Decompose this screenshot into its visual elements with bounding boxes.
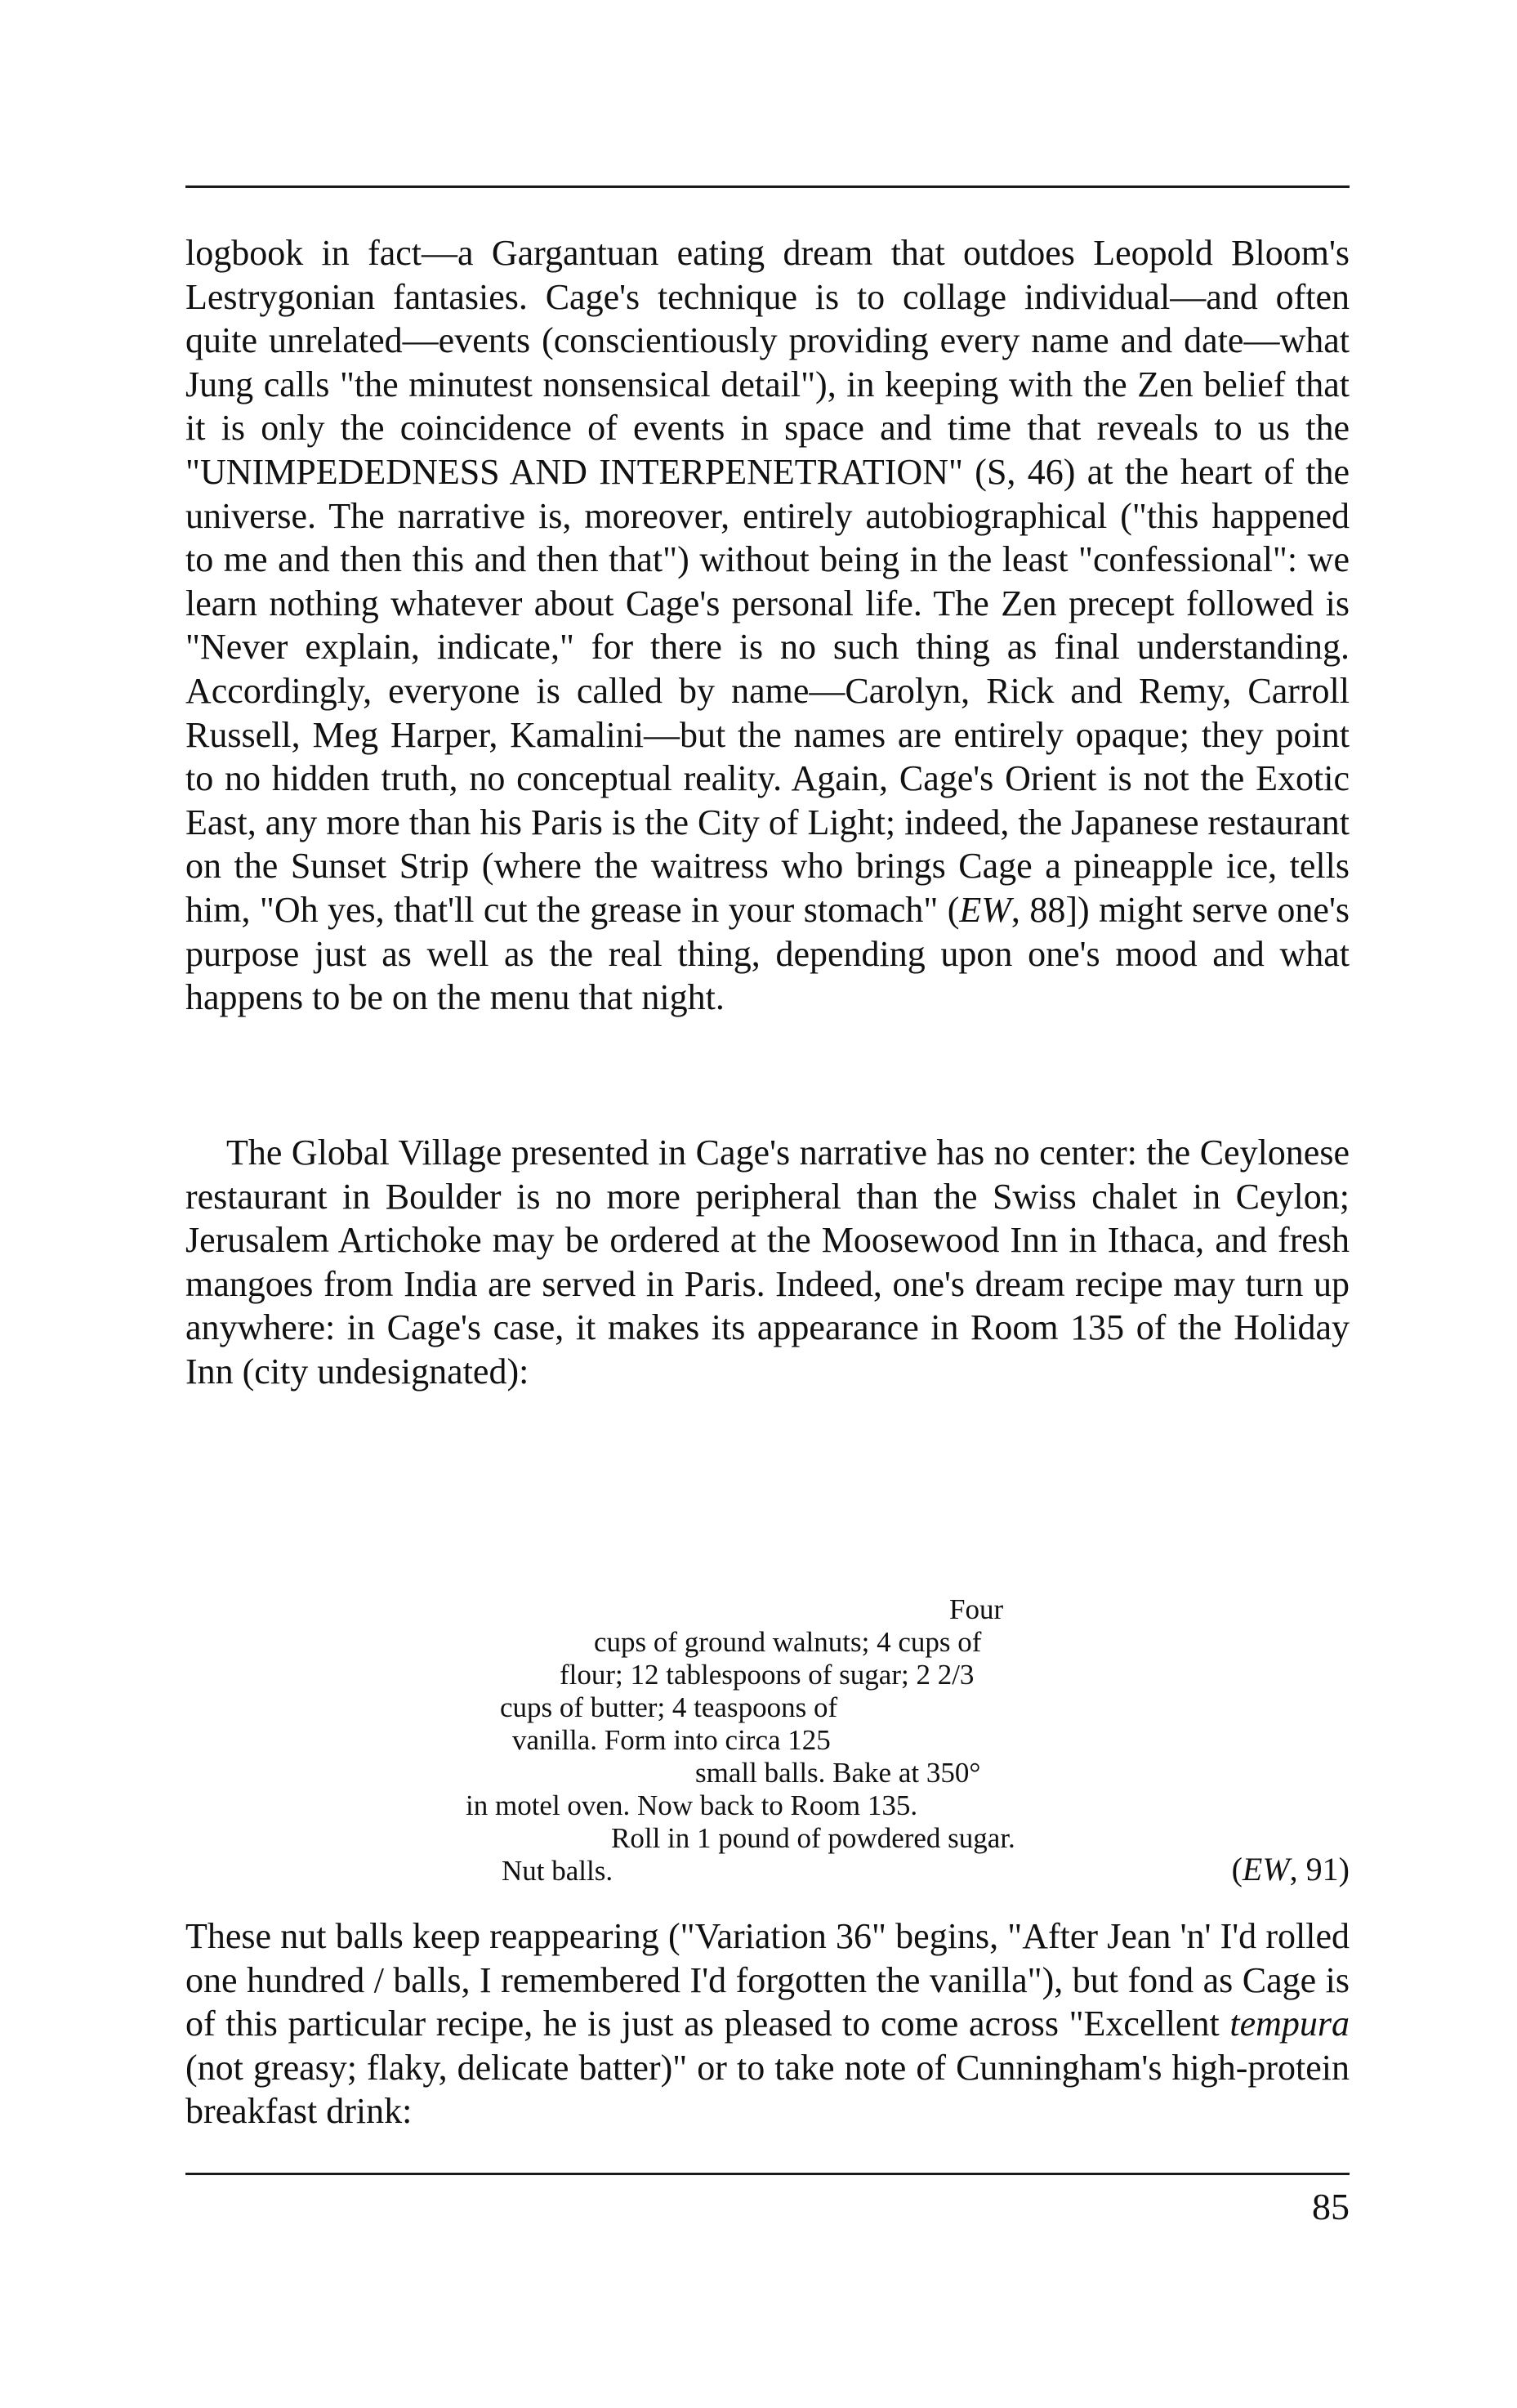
paragraph-3-italic-tempura: tempura [1229,2004,1350,2044]
poem-line: in motel oven. Now back to Room 135. [466,1789,918,1821]
page-number: 85 [1312,2186,1350,2227]
poem-line: Nut balls. [502,1855,613,1887]
poem-line: Roll in 1 pound of powdered sugar. [611,1822,1015,1854]
poem-line: small balls. Bake at 350° [695,1757,981,1789]
citation-source: EW [1242,1851,1290,1888]
poem-line: vanilla. Form into circa 125 [512,1724,831,1756]
citation-page: , 91) [1289,1851,1350,1888]
paragraph-3 [185,1914,1350,2133]
paragraph-2-text: The Global Village presented in Cage's narrative has no center: the Ceylonese restaurant in Boulder is no more peripheral than the Swiss chalet in Ceylon; Jerusalem Artichoke may be ordered at the Moosewood Inn in Ithaca, and fresh mangoes from India are served in Paris. Indeed, one's dream recipe may turn up anywhere: in Cage's case, it makes its appearance in Room 135 of the Holiday Inn (city undesignated): [185,1133,1350,1392]
paragraph-3-text-b: (not greasy; flaky, delicate batter)" or to take note of Cunningham's high-protein breakfast drink: [185,2047,1350,2132]
top-rule [185,185,1350,188]
paragraph-1-text-b: , 88]) might serve one's purpose just as well as the real thing, depending upon one's mood and what happens to be on the menu that night. [185,889,1350,1018]
paragraph-1-text-a: logbook in fact—a Gargantuan eating dream that outdoes Leopold Bloom's Lestrygonian fantasies. Cage's technique is to collage individual—and often quite unrelated—events (conscientiously providing every name and date—what Jung calls "the minutest nonsensical detail"), in keeping with the Zen belief that it is only the coincidence of events in space and time that reveals to us the "UNIMPEDEDNESS AND INTERPENETRATION" (S, 46) at the heart of the universe. The narrative is, moreover, entirely autobiographical ("this happened to me and then this and then that") without being in the least "confessional": we learn nothing whatever about Cage's personal life. The Zen precept followed is "Never explain, indicate," for there is no such thing as final understanding. Accordingly, everyone is called by name—Carolyn, Rick and Remy, Carroll Russell, Meg Harper, Kamalini—but the names are entirely opaque; they point to no hidden truth, no conceptual reality. Again, Cage's Orient is not the Exotic East, any more than his Paris is the City of Light; indeed, the Japanese restaurant on the Sunset Strip (where the waitress who brings Cage a pineapple ice, tells him, "Oh yes, that'll cut the grease in your stomach" ( [185,233,1350,930]
paragraph-1 [185,231,1350,1020]
citation-open: ( [1231,1851,1243,1888]
poem-line: Four [949,1593,1004,1625]
poem-line: flour; 12 tablespoons of sugar; 2 2/3 [560,1659,975,1691]
paragraph-2 [185,1131,1350,1394]
paragraph-1-italic-ew: EW [959,889,1011,930]
paragraph-3-text-a: These nut balls keep reappearing ("Variation 36" begins, "After Jean 'n' I'd rolled one hundred / balls, I remembered I'd forgotten the vanilla"), but fond as Cage is of this particular recipe, he is just as pleased to come across "Excellent [185,1916,1350,2044]
citation [1232,1852,1350,1888]
poem-line: cups of ground walnuts; 4 cups of [594,1626,982,1658]
poem-line: cups of butter; 4 teaspoons of [500,1691,838,1723]
bottom-rule [185,2173,1350,2175]
